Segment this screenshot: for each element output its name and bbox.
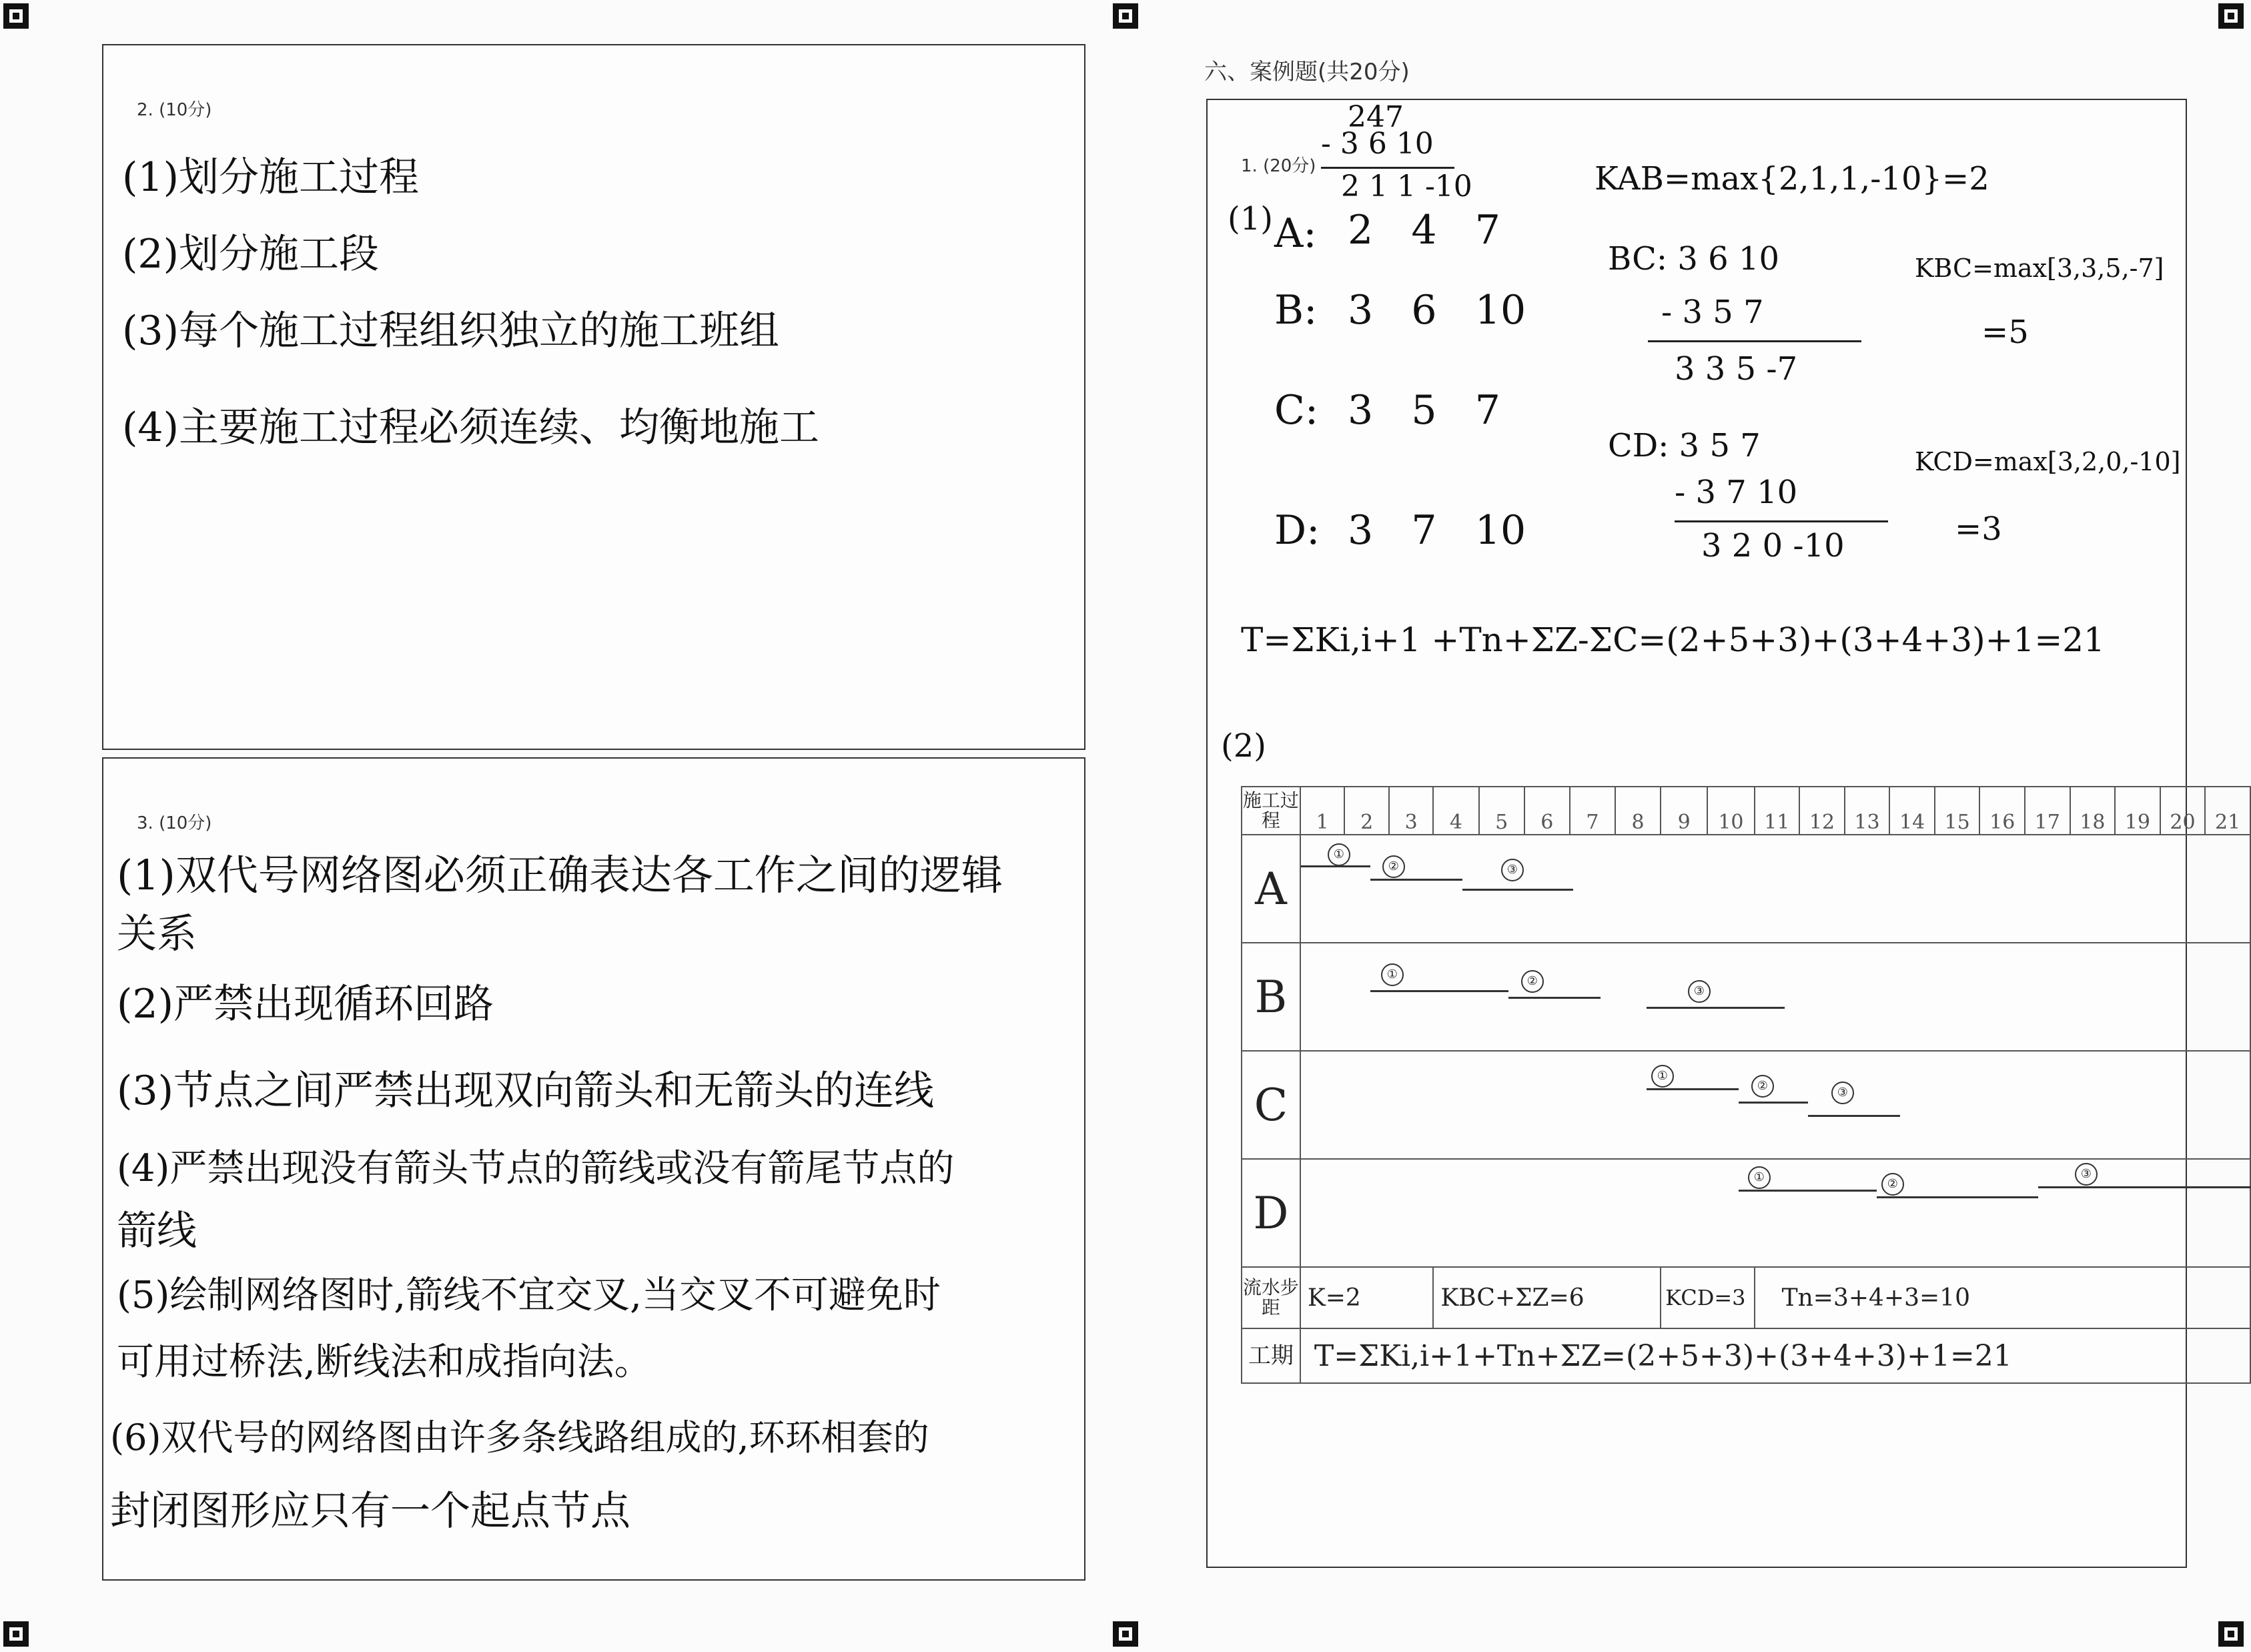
- day-number: 14: [1889, 787, 1935, 835]
- work-bar: [1647, 1088, 1739, 1090]
- calc-line: - 3 6 10: [1321, 127, 1434, 161]
- answer-line: (3)每个施工过程组织独立的施工班组: [122, 308, 779, 354]
- kab-formula: KAB=max{2,1,1,-10}=2: [1595, 160, 1989, 197]
- segment-marker: ③: [2075, 1163, 2098, 1186]
- kcd-formula: KCD=max[3,2,0,-10]: [1915, 447, 2181, 476]
- process-label: D: [1242, 1159, 1300, 1267]
- work-bar: [1647, 1007, 1785, 1009]
- kbc-formula: KBC=max[3,3,5,-7]: [1915, 254, 2164, 283]
- corner-marker: [2218, 1621, 2244, 1647]
- step-value: KBC+ΣZ=6: [1433, 1267, 1661, 1328]
- work-bar: [1370, 879, 1462, 881]
- answer-line: (1)划分施工过程: [122, 154, 419, 201]
- question-label: 3. (10分): [137, 813, 212, 833]
- segment-marker: ②: [1881, 1173, 1904, 1196]
- day-number: 10: [1707, 787, 1754, 835]
- answer-box-q2: [102, 44, 1085, 750]
- answer-line: (4)主要施工过程必须连续、均衡地施工: [122, 404, 819, 451]
- work-bar: [1808, 1115, 1900, 1117]
- header-label: 施工过程: [1242, 787, 1300, 835]
- answer-line: (2)划分施工段: [122, 231, 379, 278]
- row-label: C:: [1274, 387, 1319, 434]
- day-number: 6: [1524, 787, 1570, 835]
- answer-box-q3: [102, 757, 1085, 1581]
- corner-marker: [3, 1621, 29, 1647]
- corner-marker: [1113, 1621, 1138, 1647]
- segment-marker: ③: [1501, 859, 1524, 881]
- answer-line: (5)绘制网络图时,箭线不宜交叉,当交叉不可避免时: [117, 1274, 941, 1317]
- row-values: 3 7 10: [1348, 507, 1526, 554]
- segment-marker: ①: [1328, 843, 1350, 866]
- answer-line: (2)严禁出现循环回路: [117, 981, 494, 1027]
- step-label: 流水步距: [1242, 1267, 1300, 1328]
- segment-marker: ①: [1381, 963, 1404, 986]
- row-values: 2 4 7: [1348, 207, 1500, 254]
- day-number: 4: [1433, 787, 1478, 835]
- row-values: 3 5 7: [1348, 387, 1500, 434]
- cd-line: 3 2 0 -10: [1701, 527, 1845, 564]
- cd-line: CD: 3 5 7: [1608, 427, 1761, 464]
- day-number: 11: [1755, 787, 1800, 835]
- segment-marker: ②: [1382, 855, 1405, 878]
- process-label: C: [1242, 1051, 1300, 1159]
- bc-line: - 3 5 7: [1661, 294, 1764, 331]
- answer-line: (6)双代号的网络图由许多条线路组成的,环环相套的: [110, 1416, 929, 1459]
- day-number: 2: [1344, 787, 1389, 835]
- step-value: Tn=3+4+3=10: [1755, 1267, 2250, 1328]
- day-number: 20: [2160, 787, 2206, 835]
- corner-marker: [3, 3, 29, 29]
- segment-marker: ③: [1688, 980, 1711, 1003]
- total-time-formula: T=ΣKi,i+1 +Tn+ΣZ-ΣC=(2+5+3)+(3+4+3)+1=21: [1241, 621, 2105, 659]
- process-row-b: [1300, 943, 2250, 1051]
- sub-question-1: (1): [1228, 200, 1273, 238]
- answer-line: (3)节点之间严禁出现双向箭头和无箭头的连线: [117, 1068, 934, 1114]
- work-bar: [1739, 1102, 1808, 1104]
- day-number: 21: [2205, 787, 2250, 835]
- work-bar: [1301, 865, 1370, 867]
- day-number: 8: [1615, 787, 1661, 835]
- question-label: 1. (20分): [1241, 156, 1316, 176]
- corner-marker: [1113, 3, 1138, 29]
- segment-marker: ②: [1521, 970, 1544, 993]
- process-row-a: [1300, 835, 2250, 943]
- answer-line: 箭线: [117, 1208, 197, 1254]
- day-number: 13: [1845, 787, 1890, 835]
- segment-marker: ③: [1831, 1082, 1854, 1104]
- segment-marker: ①: [1748, 1166, 1771, 1189]
- day-number: 15: [1935, 787, 1980, 835]
- bc-line: 3 3 5 -7: [1675, 350, 1798, 388]
- step-value: K=2: [1300, 1267, 1434, 1328]
- answer-line: 可用过桥法,断线法和成指向法。: [117, 1340, 652, 1384]
- question-label: 2. (10分): [137, 100, 212, 120]
- day-number: 17: [2025, 787, 2070, 835]
- row-values: 3 6 10: [1348, 287, 1526, 334]
- day-number: 19: [2115, 787, 2160, 835]
- row-label: B:: [1274, 287, 1318, 334]
- process-label: A: [1242, 835, 1300, 943]
- bc-line: BC: 3 6 10: [1608, 240, 1779, 278]
- day-number: 5: [1479, 787, 1524, 835]
- kcd-result: =3: [1955, 510, 2002, 548]
- sub-question-2: (2): [1221, 727, 1266, 765]
- day-number: 9: [1661, 787, 1707, 835]
- row-label: A:: [1274, 210, 1317, 257]
- work-bar: [1370, 990, 1508, 992]
- work-bar: [1877, 1196, 2038, 1198]
- row-label: D:: [1274, 507, 1320, 554]
- kbc-result: =5: [1981, 314, 2029, 351]
- answer-line: (4)严禁出现没有箭头节点的箭线或没有箭尾节点的: [117, 1147, 955, 1190]
- day-number: 3: [1389, 787, 1434, 835]
- work-bar: [1508, 997, 1601, 999]
- work-bar: [1462, 889, 1573, 891]
- section-title: 六、案例题(共20分): [1204, 59, 1410, 85]
- step-value: KCD=3: [1661, 1267, 1754, 1328]
- day-number: 7: [1570, 787, 1615, 835]
- progress-schedule-table: [1241, 786, 2251, 1384]
- work-bar: [2038, 1186, 2251, 1188]
- day-number: 16: [1979, 787, 2025, 835]
- segment-marker: ①: [1651, 1065, 1674, 1088]
- calc-rule: [1675, 520, 1888, 522]
- segment-marker: ②: [1751, 1075, 1774, 1098]
- process-row-d: [1300, 1159, 2250, 1267]
- answer-line: 关系: [117, 911, 197, 957]
- calc-rule: [1648, 340, 1861, 342]
- calc-line: 247: [1348, 100, 1404, 134]
- answer-line: 封闭图形应只有一个起点节点: [110, 1488, 630, 1535]
- day-number: 18: [2070, 787, 2116, 835]
- calc-rule: [1321, 167, 1454, 169]
- cd-line: - 3 7 10: [1675, 474, 1798, 511]
- work-bar: [1739, 1190, 1877, 1192]
- process-label: B: [1242, 943, 1300, 1051]
- period-value: T=ΣKi,i+1+Tn+ΣZ=(2+5+3)+(3+4+3)+1=21: [1300, 1328, 2250, 1383]
- period-label: 工期: [1242, 1328, 1300, 1383]
- answer-line: (1)双代号网络图必须正确表达各工作之间的逻辑: [117, 851, 1003, 899]
- day-number: 1: [1300, 787, 1345, 835]
- corner-marker: [2218, 3, 2244, 29]
- process-row-c: [1300, 1051, 2250, 1159]
- calc-line: 2 1 1 -10: [1341, 169, 1472, 203]
- day-number: 12: [1799, 787, 1845, 835]
